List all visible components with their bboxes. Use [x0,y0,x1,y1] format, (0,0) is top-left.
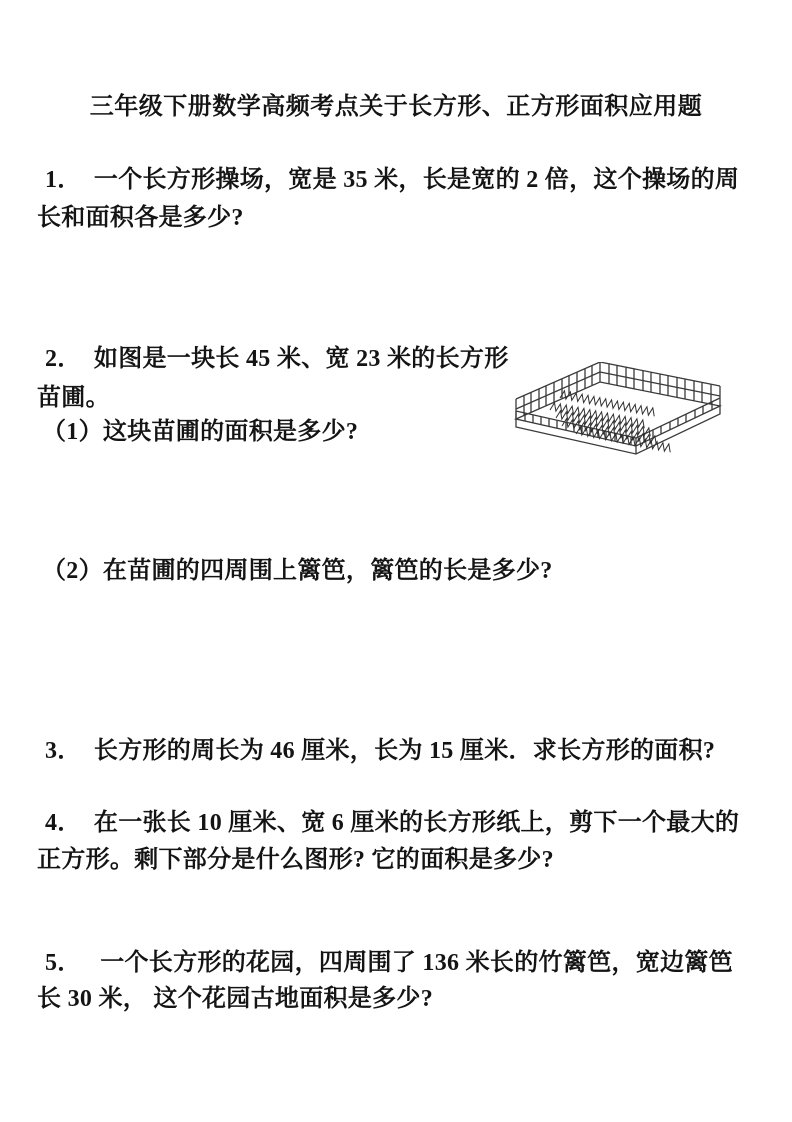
problem-4-line-2: 正方形。剩下部分是什么图形? 它的面积是多少? [37,847,554,873]
problem-5-line-1: 5． 一个长方形的花园，四周围了 136 米长的竹篱笆，宽边篱笆 [45,950,733,976]
problem-2-line-2: 苗圃。 [37,385,110,411]
page-title: 三年级下册数学高频考点关于长方形、正方形面积应用题 [89,93,703,120]
problem-3-line-1: 3． 长方形的周长为 46 厘米，长为 15 厘米．求长方形的面积? [45,738,716,764]
problem-2-line-1: 2． 如图是一块长 45 米、宽 23 米的长方形 [45,346,509,372]
problem-5-line-2: 长 30 米， 这个花园古地面积是多少? [37,986,433,1012]
problem-4-line-1: 4． 在一张长 10 厘米、宽 6 厘米的长方形纸上，剪下一个最大的 [45,810,740,836]
problem-1-line-2: 长和面积各是多少? [37,205,244,231]
fenced-plot-illustration [506,362,734,456]
problem-2-subquestion-2: （2）在苗圃的四周围上篱笆，篱笆的长是多少? [42,558,553,584]
problem-1-line-1: 1． 一个长方形操场，宽是 35 米，长是宽的 2 倍，这个操场的周 [45,167,740,193]
problem-2-subquestion-1: （1）这块苗圃的面积是多少? [42,419,359,445]
nursery-plot-figure [506,362,734,456]
